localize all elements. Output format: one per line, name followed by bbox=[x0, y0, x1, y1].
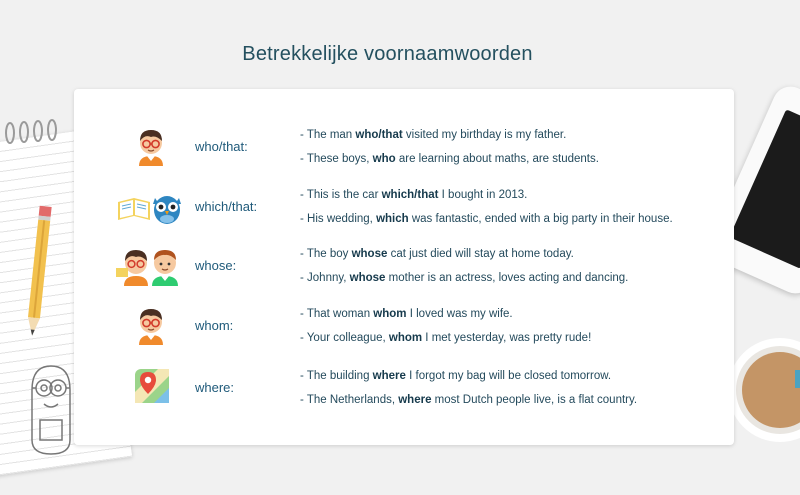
example-highlight: who/that bbox=[355, 129, 403, 141]
example-sentence bbox=[300, 248, 574, 260]
book-and-owl-icon bbox=[116, 190, 182, 226]
pronoun-label: whom: bbox=[195, 318, 234, 333]
example-sentence bbox=[300, 272, 628, 284]
example-text: most Dutch people live, is a flat country. bbox=[431, 394, 638, 406]
boy-and-man-icon bbox=[116, 246, 182, 286]
example-highlight: who bbox=[372, 153, 396, 165]
example-text: - The man bbox=[300, 129, 356, 141]
example-highlight: whose bbox=[349, 272, 386, 284]
boy-with-glasses-icon bbox=[134, 128, 168, 166]
example-highlight: where bbox=[398, 394, 432, 406]
example-text: - Johnny, bbox=[300, 272, 350, 284]
example-sentence bbox=[300, 129, 566, 141]
pronoun-row-whose bbox=[74, 241, 734, 293]
pronoun-row-whom bbox=[74, 301, 734, 353]
example-text: - The boy bbox=[300, 248, 352, 260]
example-text: - Your colleague, bbox=[300, 332, 389, 344]
example-text: I loved was my wife. bbox=[406, 308, 513, 320]
example-highlight: which/that bbox=[381, 189, 439, 201]
pronoun-label: who/that: bbox=[195, 139, 248, 154]
pronoun-row-where bbox=[74, 363, 734, 415]
example-highlight: whom bbox=[388, 332, 423, 344]
example-sentence bbox=[300, 394, 637, 406]
page-title: Betrekkelijke voornaamwoorden bbox=[242, 43, 533, 65]
minion-sketch-icon bbox=[20, 360, 82, 460]
notebook-rings-icon bbox=[0, 118, 70, 148]
pronoun-row-who bbox=[74, 122, 734, 174]
example-highlight: whose bbox=[351, 248, 388, 260]
example-text: - These boys, bbox=[300, 153, 373, 165]
example-sentence bbox=[300, 308, 513, 320]
example-sentence bbox=[300, 370, 611, 382]
example-text: - The Netherlands, bbox=[300, 394, 399, 406]
example-text: - That woman bbox=[300, 308, 374, 320]
example-text: - The building bbox=[300, 370, 373, 382]
pronoun-label: whose: bbox=[195, 258, 237, 273]
example-highlight: which bbox=[376, 213, 409, 225]
example-sentence bbox=[300, 189, 527, 201]
example-sentence bbox=[300, 153, 599, 165]
example-text: visited my birthday is my father. bbox=[402, 129, 567, 141]
example-text: was fantastic, ended with a big party in their house. bbox=[408, 213, 673, 225]
pronoun-label: where: bbox=[195, 380, 235, 395]
boy-with-glasses-icon bbox=[134, 307, 168, 345]
example-text: mother is an actress, loves acting and dancing. bbox=[385, 272, 629, 284]
phone-screen bbox=[729, 109, 800, 269]
example-text: - This is the car bbox=[300, 189, 382, 201]
coffee-cup-icon bbox=[725, 335, 800, 445]
example-sentence bbox=[300, 213, 673, 225]
pronoun-card bbox=[74, 89, 734, 445]
pronoun-row-which bbox=[74, 182, 734, 234]
pronoun-label: which/that: bbox=[195, 199, 258, 214]
example-text: are learning about maths, are students. bbox=[395, 153, 599, 165]
example-text: cat just died will stay at home today. bbox=[387, 248, 574, 260]
example-highlight: where bbox=[372, 370, 406, 382]
map-pin-icon bbox=[134, 368, 170, 404]
example-text: I forgot my bag will be closed tomorrow. bbox=[405, 370, 612, 382]
example-text: I bought in 2013. bbox=[438, 189, 528, 201]
example-highlight: whom bbox=[373, 308, 407, 320]
example-text: I met yesterday, was pretty rude! bbox=[422, 332, 592, 344]
example-sentence bbox=[300, 332, 591, 344]
example-text: - His wedding, bbox=[300, 213, 377, 225]
